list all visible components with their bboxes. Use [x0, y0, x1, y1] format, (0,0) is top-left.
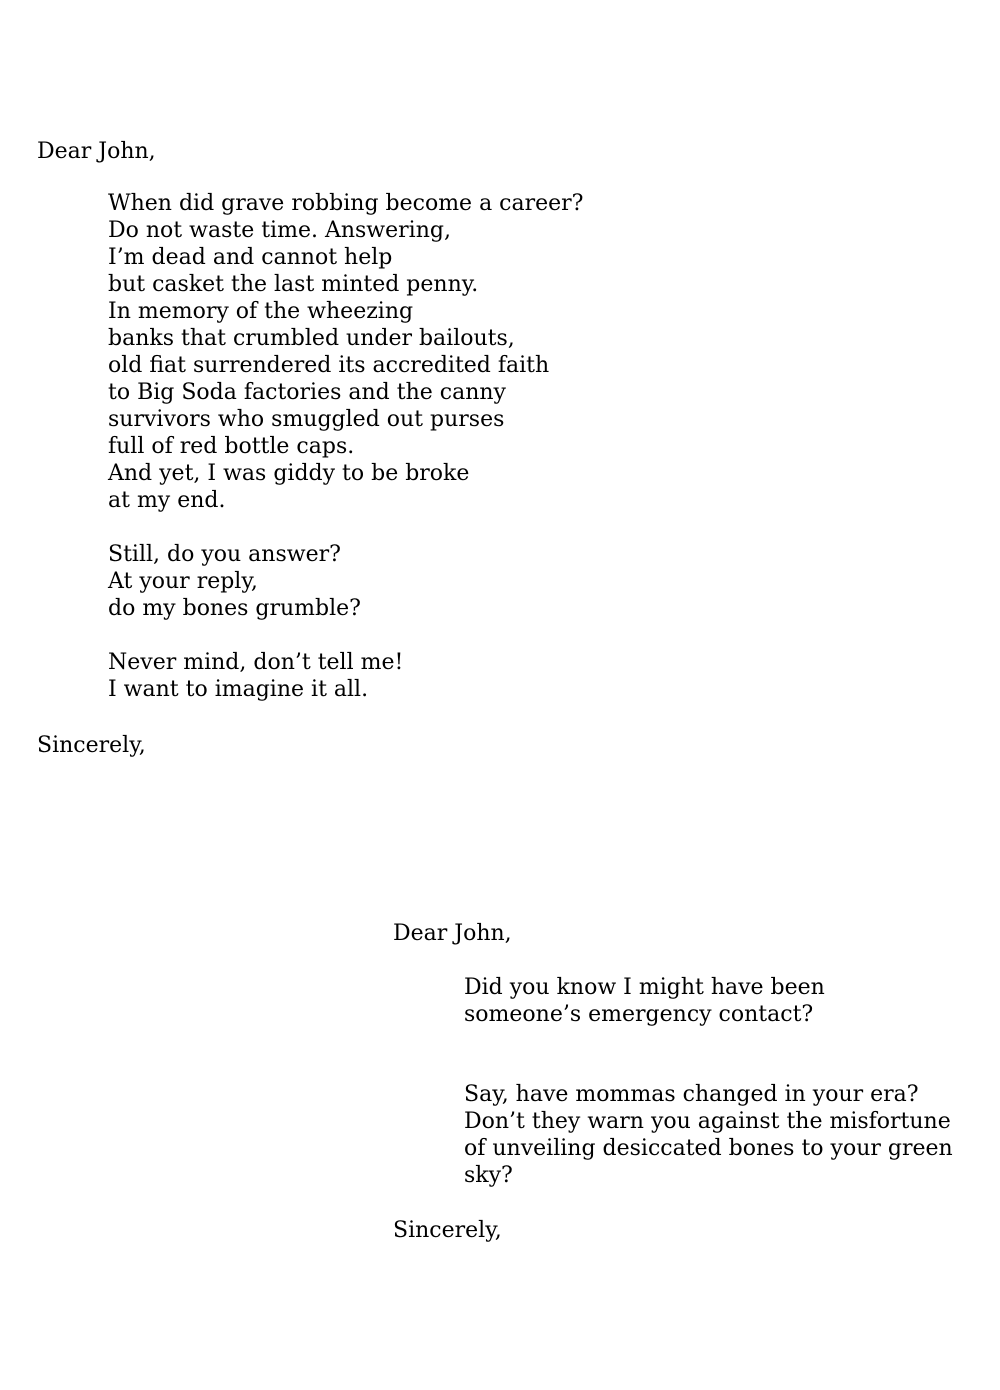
poem-line: of unveiling desiccated bones to your green — [464, 1136, 953, 1161]
poem-line: to Big Soda factories and the canny — [108, 380, 506, 405]
poem-line: I want to imagine it all. — [108, 677, 369, 702]
poem-line: In memory of the wheezing — [108, 299, 414, 324]
poem-line: banks that crumbled under bailouts, — [108, 326, 515, 351]
poem-line: When did grave robbing become a career? — [108, 191, 584, 216]
letter1-stanza-1 — [108, 190, 583, 514]
letter2-salutation: Dear John, — [393, 921, 512, 946]
letter1-closing: Sincerely, — [37, 733, 146, 758]
poem-line: And yet, I was giddy to be broke — [108, 461, 470, 486]
poem-line: Never mind, don’t tell me! — [108, 650, 404, 675]
poem-line: Don’t they warn you against the misfortune — [464, 1109, 951, 1134]
poem-line: Say, have mommas changed in your era? — [464, 1082, 919, 1107]
poem-line: Did you know I might have been — [464, 975, 825, 1000]
poem-line: someone’s emergency contact? — [464, 1002, 814, 1027]
poem-line: Still, do you answer? — [108, 542, 341, 567]
poem-line: do my bones grumble? — [108, 596, 361, 621]
letter1-salutation: Dear John, — [37, 139, 156, 164]
letter2-stanza-1 — [464, 974, 825, 1028]
letter2-stanza-2 — [464, 1081, 953, 1189]
poem-line: sky? — [464, 1163, 513, 1188]
poem-line: Do not waste time. Answering, — [108, 218, 451, 243]
poem-line: full of red bottle caps. — [108, 434, 355, 459]
letter2-closing: Sincerely, — [393, 1218, 502, 1243]
poem-line: survivors who smuggled out purses — [108, 407, 505, 432]
poem-line: At your reply, — [108, 569, 258, 594]
poem-line: old fiat surrendered its accredited faith — [108, 353, 550, 378]
poem-line: I’m dead and cannot help — [108, 245, 393, 270]
poem-line: at my end. — [108, 488, 226, 513]
letter1-stanza-3 — [108, 649, 403, 703]
poem-line: but casket the last minted penny. — [108, 272, 479, 297]
letter1-stanza-2 — [108, 541, 361, 622]
